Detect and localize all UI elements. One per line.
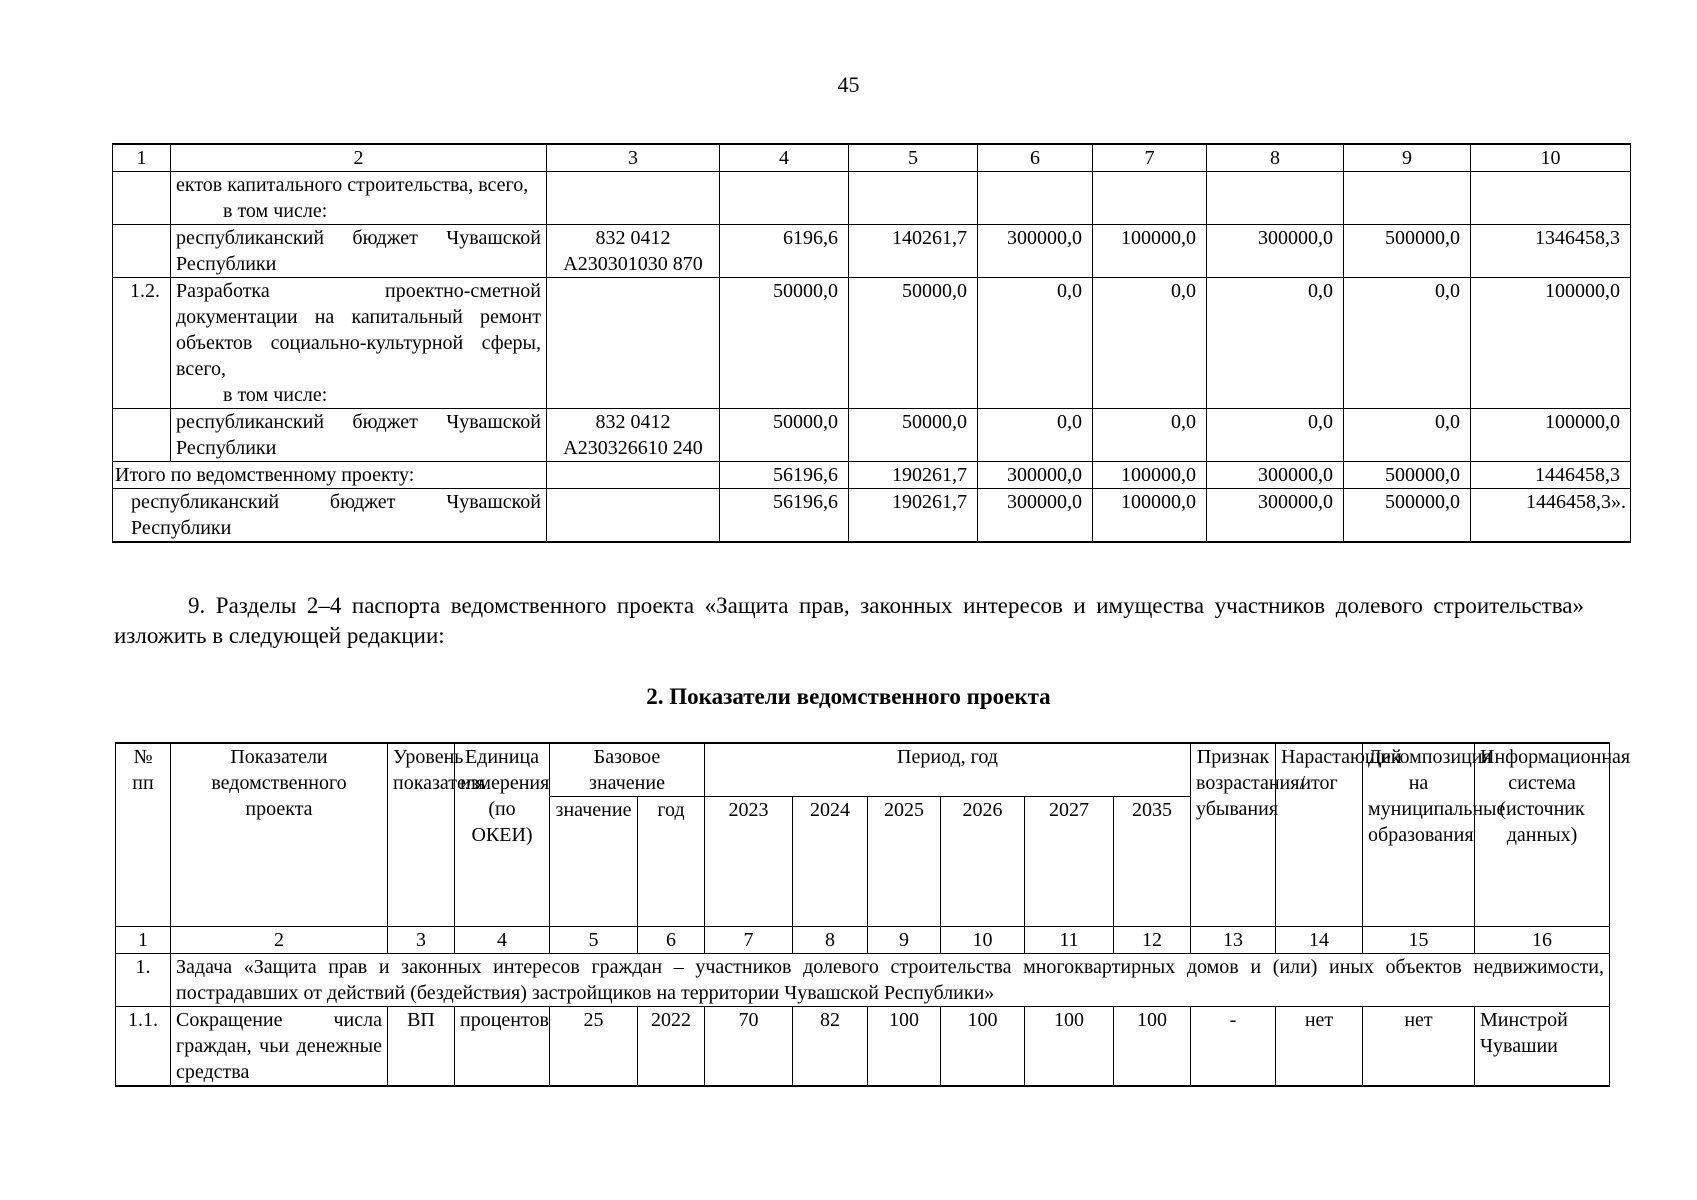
total-value: 500000,0	[1344, 462, 1471, 489]
row-unit: процентов	[455, 1007, 550, 1087]
total-value: 56196,6	[720, 462, 849, 489]
total-code	[547, 462, 720, 489]
page-number: 45	[837, 72, 860, 97]
col-number: 1	[113, 144, 171, 172]
row-decomposition: нет	[1363, 1007, 1475, 1087]
row-value: 300000,0	[1207, 225, 1344, 278]
header-year: 2025	[868, 797, 941, 927]
total-value: 300000,0	[1207, 462, 1344, 489]
row-value: 100000,0	[1471, 409, 1631, 462]
col-number: 13	[1191, 927, 1276, 954]
row-code	[547, 278, 720, 409]
row-info-system: Минстрой Чувашии	[1475, 1007, 1610, 1087]
row-value	[1344, 172, 1471, 225]
header-base: Базовое значение	[550, 743, 705, 797]
col-number: 5	[849, 144, 978, 172]
row-value	[1207, 172, 1344, 225]
col-number: 10	[1471, 144, 1631, 172]
header-sign: Признак возрастания/убывания	[1191, 743, 1276, 927]
row-value: 300000,0	[978, 225, 1093, 278]
row-value	[1093, 172, 1207, 225]
header-unit: Единица измерения (по ОКЕИ)	[455, 743, 550, 927]
row-value	[1471, 172, 1631, 225]
header-info-system: Информационная система (источник данных)	[1475, 743, 1610, 927]
total-sub-value: 1446458,3».	[1471, 489, 1631, 543]
row-value	[720, 172, 849, 225]
col-number: 12	[1114, 927, 1191, 954]
col-number: 3	[547, 144, 720, 172]
col-number: 8	[1207, 144, 1344, 172]
total-label: Итого по ведомственному проекту:	[113, 462, 547, 489]
row-value: 0,0	[1344, 278, 1471, 409]
total-sub-value: 500000,0	[1344, 489, 1471, 543]
row-value: 50000,0	[849, 278, 978, 409]
row-value: 0,0	[1093, 409, 1207, 462]
column-numbers-row	[116, 927, 1610, 954]
total-row	[113, 462, 1631, 489]
col-number: 6	[638, 927, 705, 954]
header-cumulative: Нарастающий итог	[1276, 743, 1363, 927]
total-value: 190261,7	[849, 462, 978, 489]
col-number: 4	[455, 927, 550, 954]
header-year: 2027	[1025, 797, 1114, 927]
total-sub-row	[113, 489, 1631, 543]
row-value: 0,0	[1207, 278, 1344, 409]
header-base-year: год	[638, 797, 705, 927]
task-number: 1.	[116, 954, 171, 1007]
header-year: 2023	[705, 797, 793, 927]
table-row	[113, 225, 1631, 278]
table-row	[113, 172, 1631, 225]
col-number: 4	[720, 144, 849, 172]
row-name-text: Разработка проектно-сметной документации на капитальный ремонт объектов социально-культурной сферы, всего,	[176, 280, 541, 380]
row-name	[171, 172, 547, 225]
row-name	[171, 278, 547, 409]
col-number: 5	[550, 927, 638, 954]
header-indicator: Показатели ведомственного проекта	[171, 743, 388, 927]
total-sub-code	[547, 489, 720, 543]
row-name-text: ектов капитального строительства, всего,	[176, 174, 529, 196]
row-code: 832 0412 А230301030 870	[547, 225, 720, 278]
indicators-table	[115, 742, 1631, 1087]
header-num: № пп	[116, 743, 171, 927]
row-year-value: 100	[941, 1007, 1025, 1087]
row-cumulative: нет	[1276, 1007, 1363, 1087]
section-title: 2. Показатели ведомственного проекта	[646, 684, 1051, 709]
col-number: 16	[1475, 927, 1610, 954]
col-number: 2	[171, 144, 547, 172]
row-value: 0,0	[1344, 409, 1471, 462]
table-row	[116, 1007, 1610, 1087]
row-value: 500000,0	[1344, 225, 1471, 278]
row-year-value: 82	[793, 1007, 868, 1087]
row-indicator: Сокращение числа граждан, чьи денежные средства	[171, 1007, 388, 1087]
row-number	[113, 409, 171, 462]
header-year: 2024	[793, 797, 868, 927]
total-sub-value: 100000,0	[1093, 489, 1207, 543]
row-number: 1.1.	[116, 1007, 171, 1087]
col-number: 6	[978, 144, 1093, 172]
row-value: 50000,0	[720, 278, 849, 409]
total-sub-value: 300000,0	[978, 489, 1093, 543]
row-value: 6196,6	[720, 225, 849, 278]
row-code	[547, 172, 720, 225]
row-value	[978, 172, 1093, 225]
row-name: республиканский бюджет Чувашской Республики	[171, 225, 547, 278]
row-sub-text: в том числе:	[223, 384, 328, 406]
row-base-year: 2022	[638, 1007, 705, 1087]
row-value: 50000,0	[720, 409, 849, 462]
row-value: 0,0	[978, 409, 1093, 462]
row-value: 100000,0	[1093, 225, 1207, 278]
header-level: Уровень показателя	[388, 743, 455, 927]
row-number	[113, 225, 171, 278]
row-sign: -	[1191, 1007, 1276, 1087]
header-year: 2026	[941, 797, 1025, 927]
total-sub-value: 300000,0	[1207, 489, 1344, 543]
total-value: 300000,0	[978, 462, 1093, 489]
row-value	[849, 172, 978, 225]
table-header-row	[113, 144, 1631, 172]
row-year-value: 100	[868, 1007, 941, 1087]
row-value: 1346458,3	[1471, 225, 1631, 278]
row-value: 0,0	[1093, 278, 1207, 409]
col-number: 9	[868, 927, 941, 954]
col-number: 7	[705, 927, 793, 954]
task-row	[116, 954, 1610, 1007]
row-year-value: 70	[705, 1007, 793, 1087]
table-row	[113, 278, 1631, 409]
row-number: 1.2.	[113, 278, 171, 409]
row-value: 100000,0	[1471, 278, 1631, 409]
table-header-row	[116, 743, 1610, 797]
row-value: 140261,7	[849, 225, 978, 278]
col-number: 2	[171, 927, 388, 954]
row-value: 50000,0	[849, 409, 978, 462]
total-sub-label: республиканский бюджет Чувашской Республики	[113, 489, 547, 543]
total-value: 1446458,3	[1471, 462, 1631, 489]
row-code: 832 0412 А230326610 240	[547, 409, 720, 462]
total-sub-value: 190261,7	[849, 489, 978, 543]
col-number: 7	[1093, 144, 1207, 172]
row-level: ВП	[388, 1007, 455, 1087]
col-number: 14	[1276, 927, 1363, 954]
task-text: Задача «Защита прав и законных интересов граждан – участников долевого строительства многоквартирных домов и (или) иных объектов недвижимости, пострадавших от действий (бездействия) застройщиков на территории Чувашской Республики»	[171, 954, 1610, 1007]
col-number: 3	[388, 927, 455, 954]
row-number	[113, 172, 171, 225]
col-number: 15	[1363, 927, 1475, 954]
budget-table	[112, 143, 1631, 543]
col-number: 11	[1025, 927, 1114, 954]
col-number: 8	[793, 927, 868, 954]
table-row	[113, 409, 1631, 462]
col-number: 1	[116, 927, 171, 954]
row-value: 0,0	[1207, 409, 1344, 462]
amendment-paragraph: 9. Разделы 2–4 паспорта ведомственного проекта «Защита прав, законных интересов и имущества участников долевого строительства» изложить в следующей редакции:	[114, 593, 1584, 648]
header-period: Период, год	[705, 743, 1191, 797]
col-number: 10	[941, 927, 1025, 954]
total-value: 100000,0	[1093, 462, 1207, 489]
row-name: республиканский бюджет Чувашской Республики	[171, 409, 547, 462]
header-decomposition: Декомпозиция на муниципальные образования	[1363, 743, 1475, 927]
header-year: 2035	[1114, 797, 1191, 927]
row-year-value: 100	[1114, 1007, 1191, 1087]
row-year-value: 100	[1025, 1007, 1114, 1087]
total-sub-value: 56196,6	[720, 489, 849, 543]
row-base-value: 25	[550, 1007, 638, 1087]
row-value: 0,0	[978, 278, 1093, 409]
header-base-value: значение	[550, 797, 638, 927]
col-number: 9	[1344, 144, 1471, 172]
row-sub-text: в том числе:	[223, 200, 328, 222]
